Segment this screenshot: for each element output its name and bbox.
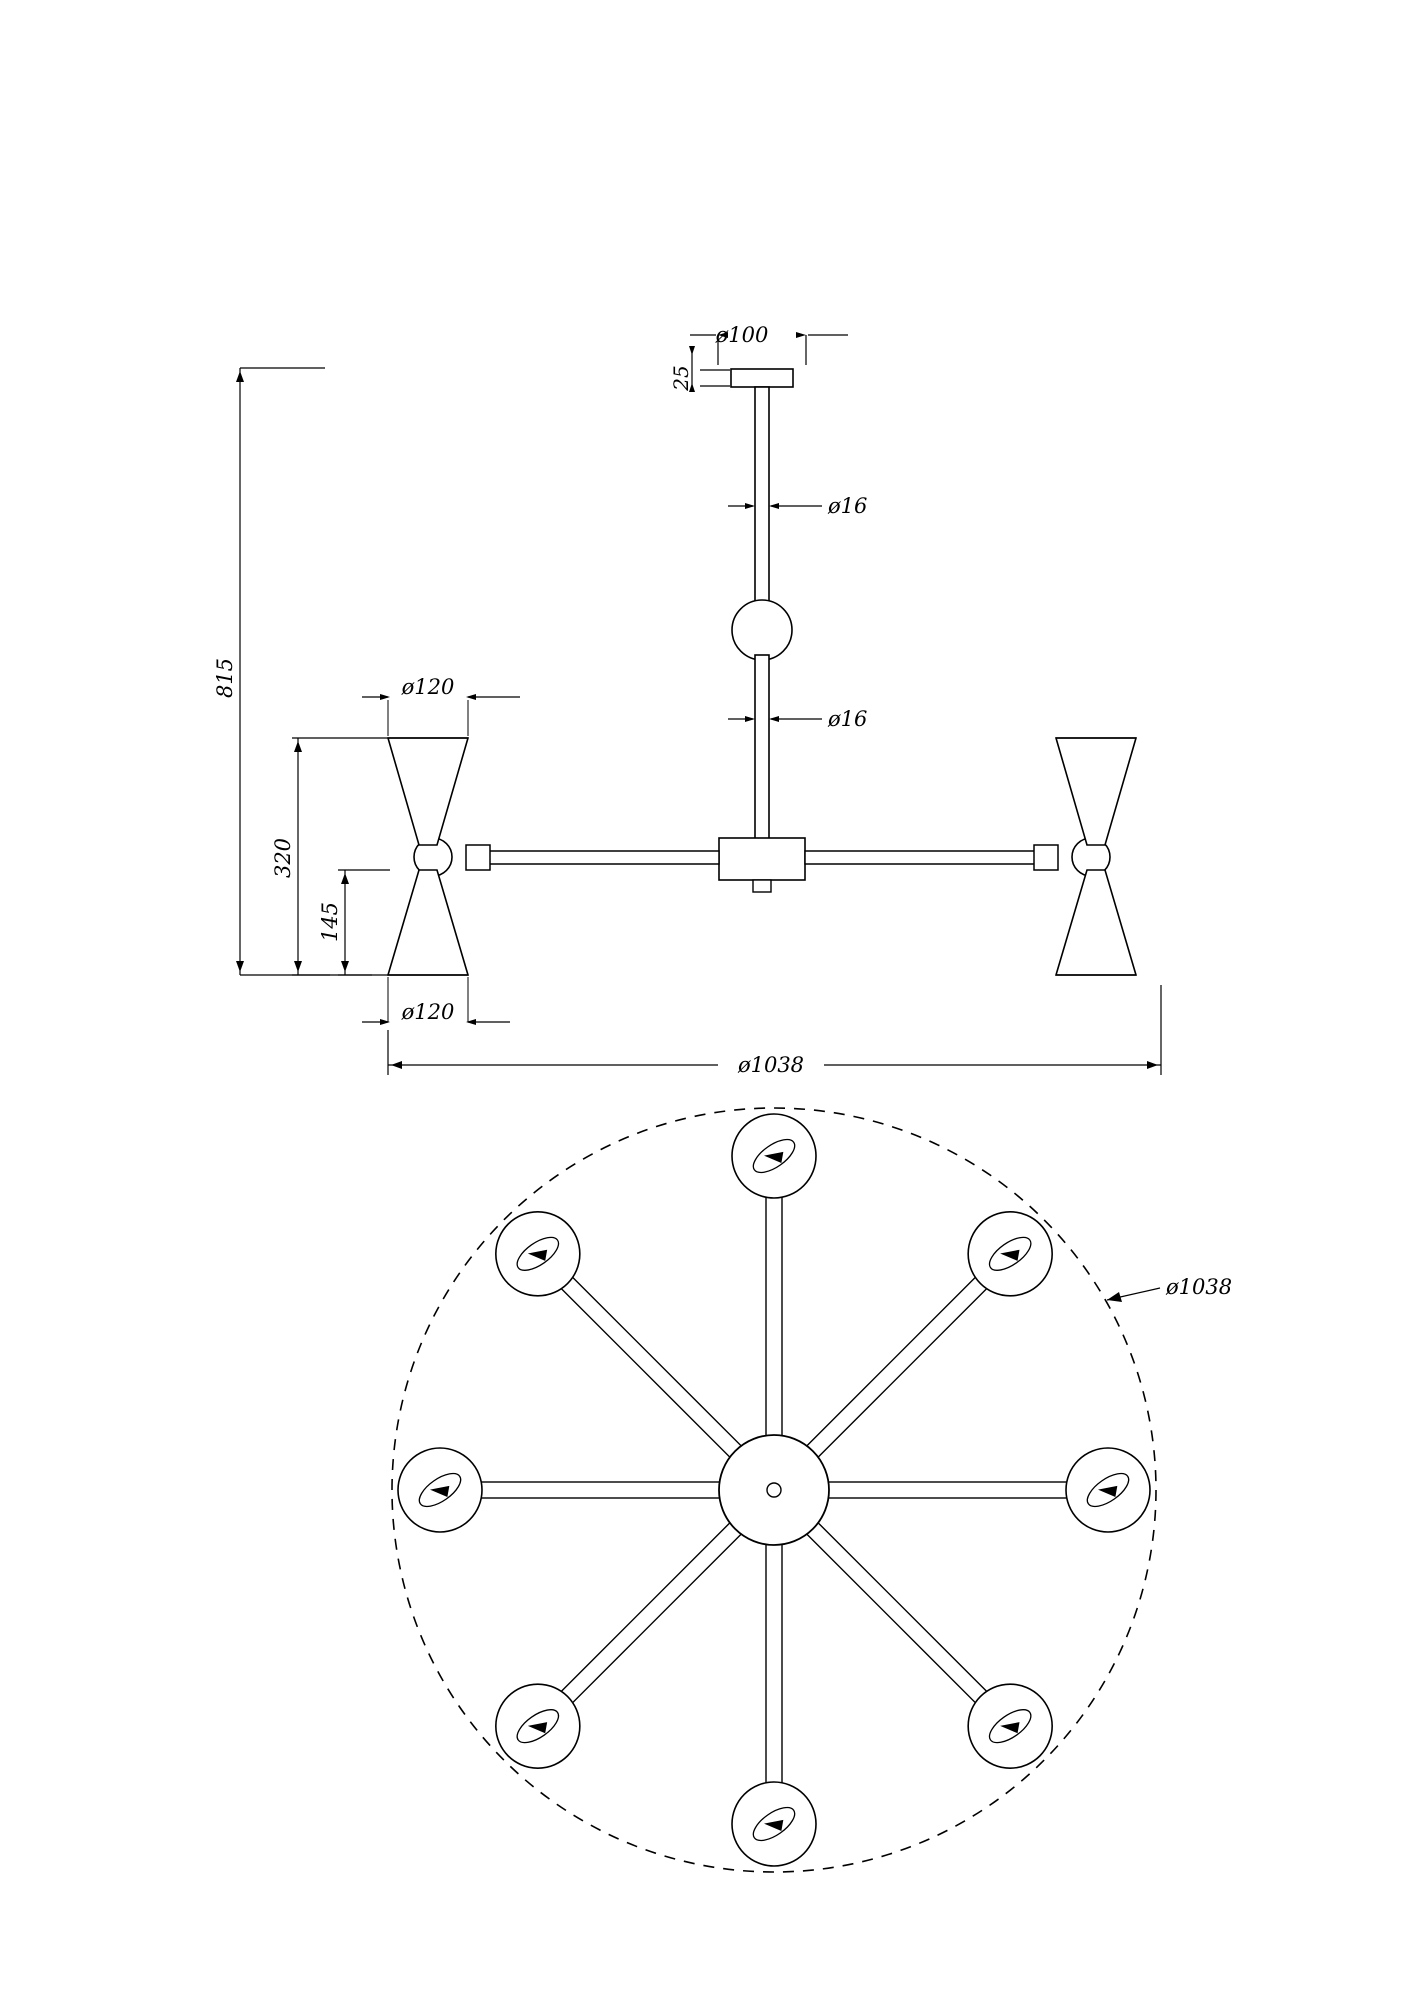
left-arm-collar (466, 845, 490, 870)
center-hub (719, 838, 805, 880)
total-height-dimension (213, 368, 388, 975)
canopy-diameter-label: ø100 (715, 323, 769, 347)
plan-diameter-leader (1107, 1275, 1232, 1302)
right-arm-collar (1034, 845, 1058, 870)
lower-rod-diameter-label: ø16 (828, 707, 868, 731)
plan-center-hole (767, 1483, 781, 1497)
total-height-label: 815 (213, 657, 237, 699)
ceiling-canopy (731, 369, 793, 387)
shade-top-diameter-label: ø120 (401, 675, 455, 699)
left-arm (487, 851, 719, 864)
shade-bottom-diameter-label: ø120 (401, 1000, 455, 1024)
canopy-diameter-dimension (690, 323, 848, 365)
shade-bottom-diameter-dimension (362, 977, 510, 1025)
canopy-height-dimension (669, 346, 730, 392)
plan-diameter-label: ø1038 (1166, 1275, 1233, 1299)
plan-view (392, 1108, 1232, 1872)
upper-rod-diameter-label: ø16 (828, 494, 868, 518)
shade-height-label: 320 (271, 837, 295, 879)
center-hub-finial (753, 880, 771, 892)
lower-rod (755, 655, 769, 855)
shade-lower-height-dimension (318, 870, 390, 975)
upper-rod (755, 387, 769, 609)
lower-rod-diameter-dimension (728, 707, 867, 731)
shade-top-diameter-dimension (362, 675, 520, 736)
overall-diameter-label: ø1038 (737, 1053, 805, 1077)
upper-rod-diameter-dimension (728, 494, 867, 518)
elevation-view (213, 323, 1161, 1078)
shade-lower-height-label: 145 (318, 901, 342, 943)
right-arm (805, 851, 1037, 864)
overall-diameter-dimension (388, 985, 1161, 1078)
canopy-height-label: 25 (669, 365, 693, 391)
sphere-joint (732, 600, 792, 660)
